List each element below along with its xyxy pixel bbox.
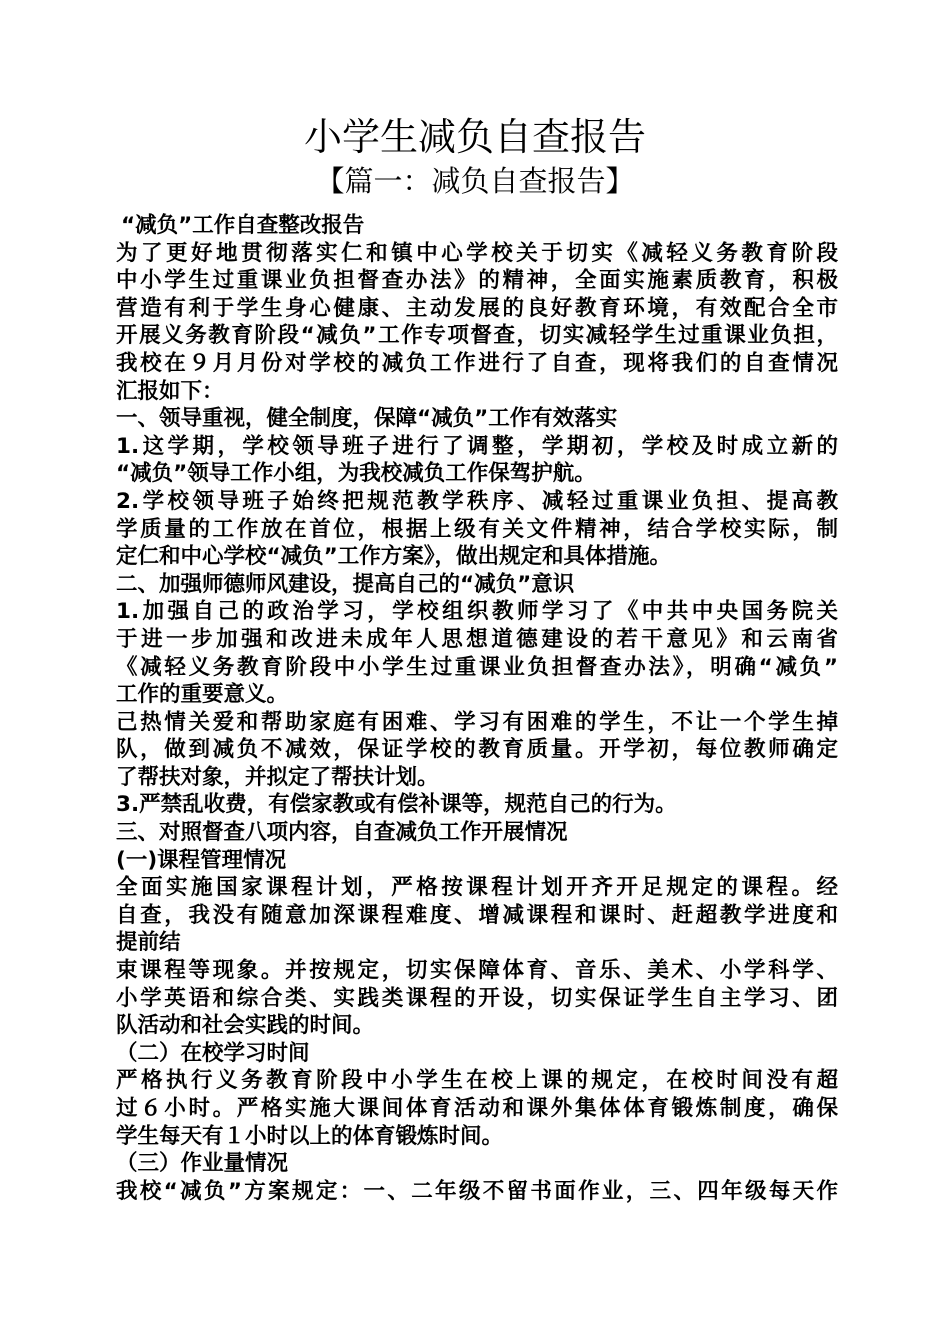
paragraph-line: 小学英语和综合类、实践类课程的开设，切实保证学生自主学习、团 <box>116 985 838 1011</box>
paragraph-line: “减负”领导工作小组，为我校减负工作保驾护航。 <box>116 461 596 487</box>
paragraph-line: 自查，我没有随意加深课程难度、增减课程和课时、赶超教学进度和 <box>116 902 838 928</box>
paragraph-line: 1.这学期，学校领导班子进行了调整，学期初，学校及时成立新的 <box>116 433 838 459</box>
paragraph-line: 工作的重要意义。 <box>116 682 289 708</box>
paragraph-line: 营造有利于学生身心健康、主动发展的良好教育环境，有效配合全市 <box>116 295 838 321</box>
paragraph-line: 汇报如下： <box>116 378 224 404</box>
paragraph-line: 了帮扶对象，并拟定了帮扶计划。 <box>116 764 439 790</box>
paragraph-line: 于进一步加强和改进未成年人思想道德建设的若干意见》和云南省 <box>116 626 838 652</box>
subsection-heading: (一)课程管理情况 <box>116 847 287 873</box>
document-title: 小学生减负自查报告 <box>303 115 646 159</box>
paragraph-line: 严格执行义务教育阶段中小学生在校上课的规定，在校时间没有超 <box>116 1068 838 1094</box>
paragraph-line: 开展义务教育阶段“减负”工作专项督查，切实减轻学生过重课业负担， <box>116 323 838 349</box>
paragraph-line: 过６小时。严格实施大课间体育活动和课外集体体育锻炼制度，确保 <box>116 1096 838 1121</box>
document-subtitle: 【篇一：减负自查报告】 <box>315 164 635 198</box>
document-body <box>116 212 838 1205</box>
paragraph-line: 3.严禁乱收费，有偿家教或有偿补课等，规范自己的行为。 <box>116 792 677 818</box>
paragraph-line: 2.学校领导班子始终把规范教学秩序、减轻过重课业负担、提高教 <box>116 488 838 514</box>
paragraph-line: 队，做到减负不减效，保证学校的教育质量。开学初，每位教师确定 <box>116 737 838 763</box>
paragraph-line: 定仁和中心学校“减负”工作方案》，做出规定和具体措施。 <box>116 544 672 570</box>
paragraph-line: 束课程等现象。并按规定，切实保障体育、音乐、美术、小学科学、 <box>116 958 838 984</box>
subsection-heading: （二）在校学习时间 <box>116 1040 310 1066</box>
section-heading: “减负”工作自查整改报告 <box>121 213 365 238</box>
paragraph-line: 为了更好地贯彻落实仁和镇中心学校关于切实《减轻义务教育阶段 <box>116 240 838 266</box>
paragraph-line: 学质量的工作放在首位，根据上级有关文件精神，结合学校实际，制 <box>116 516 838 542</box>
paragraph-line: 提前结 <box>116 930 181 956</box>
subsection-heading: （三）作业量情况 <box>116 1151 289 1177</box>
paragraph-line: 我校在９月月份对学校的减负工作进行了自查，现将我们的自查情况 <box>116 350 838 376</box>
section-heading: 二、加强师德师风建设，提高自己的“减负”意识 <box>116 571 575 597</box>
paragraph-line: 中小学生过重课业负担督查办法》的精神，全面实施素质教育，积极 <box>116 268 838 294</box>
section-heading: 一、领导重视，健全制度，保障“减负”工作有效落实 <box>116 406 618 432</box>
paragraph-line: 全面实施国家课程计划，严格按课程计划开齐开足规定的课程。经 <box>116 875 838 901</box>
paragraph-line: 《减轻义务教育阶段中小学生过重课业负担督查办法》，明确“减负” <box>116 654 838 680</box>
paragraph-line: 队活动和社会实践的时间。 <box>116 1013 375 1039</box>
paragraph-line: 1.加强自己的政治学习，学校组织教师学习了《中共中央国务院关 <box>116 599 838 625</box>
paragraph-line: 学生每天有１小时以上的体育锻炼时间。 <box>116 1123 504 1149</box>
section-heading: 三、对照督查八项内容，自查减负工作开展情况 <box>116 820 568 846</box>
paragraph-line: 我校“减负”方案规定：一、二年级不留书面作业，三、四年级每天作 <box>116 1178 838 1204</box>
paragraph-line: 己热情关爱和帮助家庭有困难、学习有困难的学生，不让一个学生掉 <box>116 709 838 735</box>
